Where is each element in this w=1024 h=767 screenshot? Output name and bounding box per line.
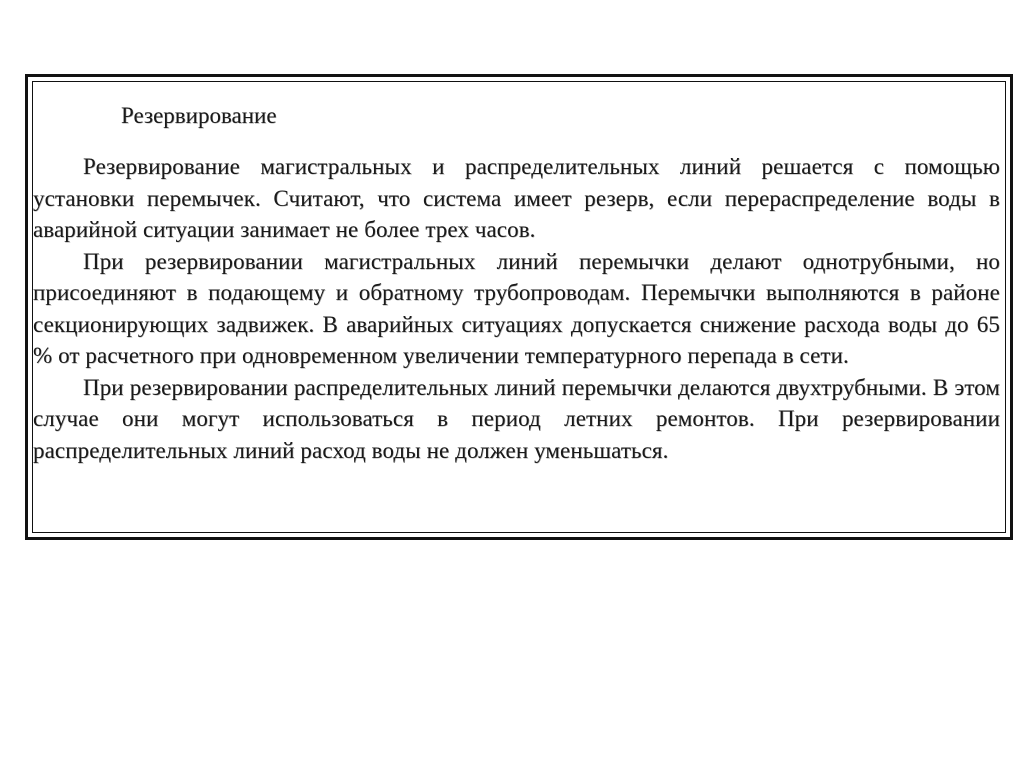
paragraph-1: Резервирование магистральных и распределительных линий решается с помощью установки перемычек. Считают, что система имеет резерв, если перераспределение воды в аварийной ситуации занимает не более трех часов. <box>33 154 1000 242</box>
section-heading: Резервирование <box>121 103 277 128</box>
text-content <box>33 99 1000 466</box>
paragraph-3: При резервировании распределительных линий перемычки делаются двухтрубными. В этом случае они могут использоваться в период летних ремонтов. При резервировании распределительных линий расход воды не должен уменьшаться. <box>33 374 1000 463</box>
text-frame <box>25 74 1013 540</box>
paragraph-2: При резервировании магистральных линий перемычки делают однотрубными, но присоединяют в подающему и обратному трубопроводам. Перемычки выполняются в районе секционирующих задвижек. В аварийных ситуациях допускается снижение расхода воды до 65 % от расчетного при одновременном увеличении температурного перепада в сети. <box>33 248 1000 368</box>
